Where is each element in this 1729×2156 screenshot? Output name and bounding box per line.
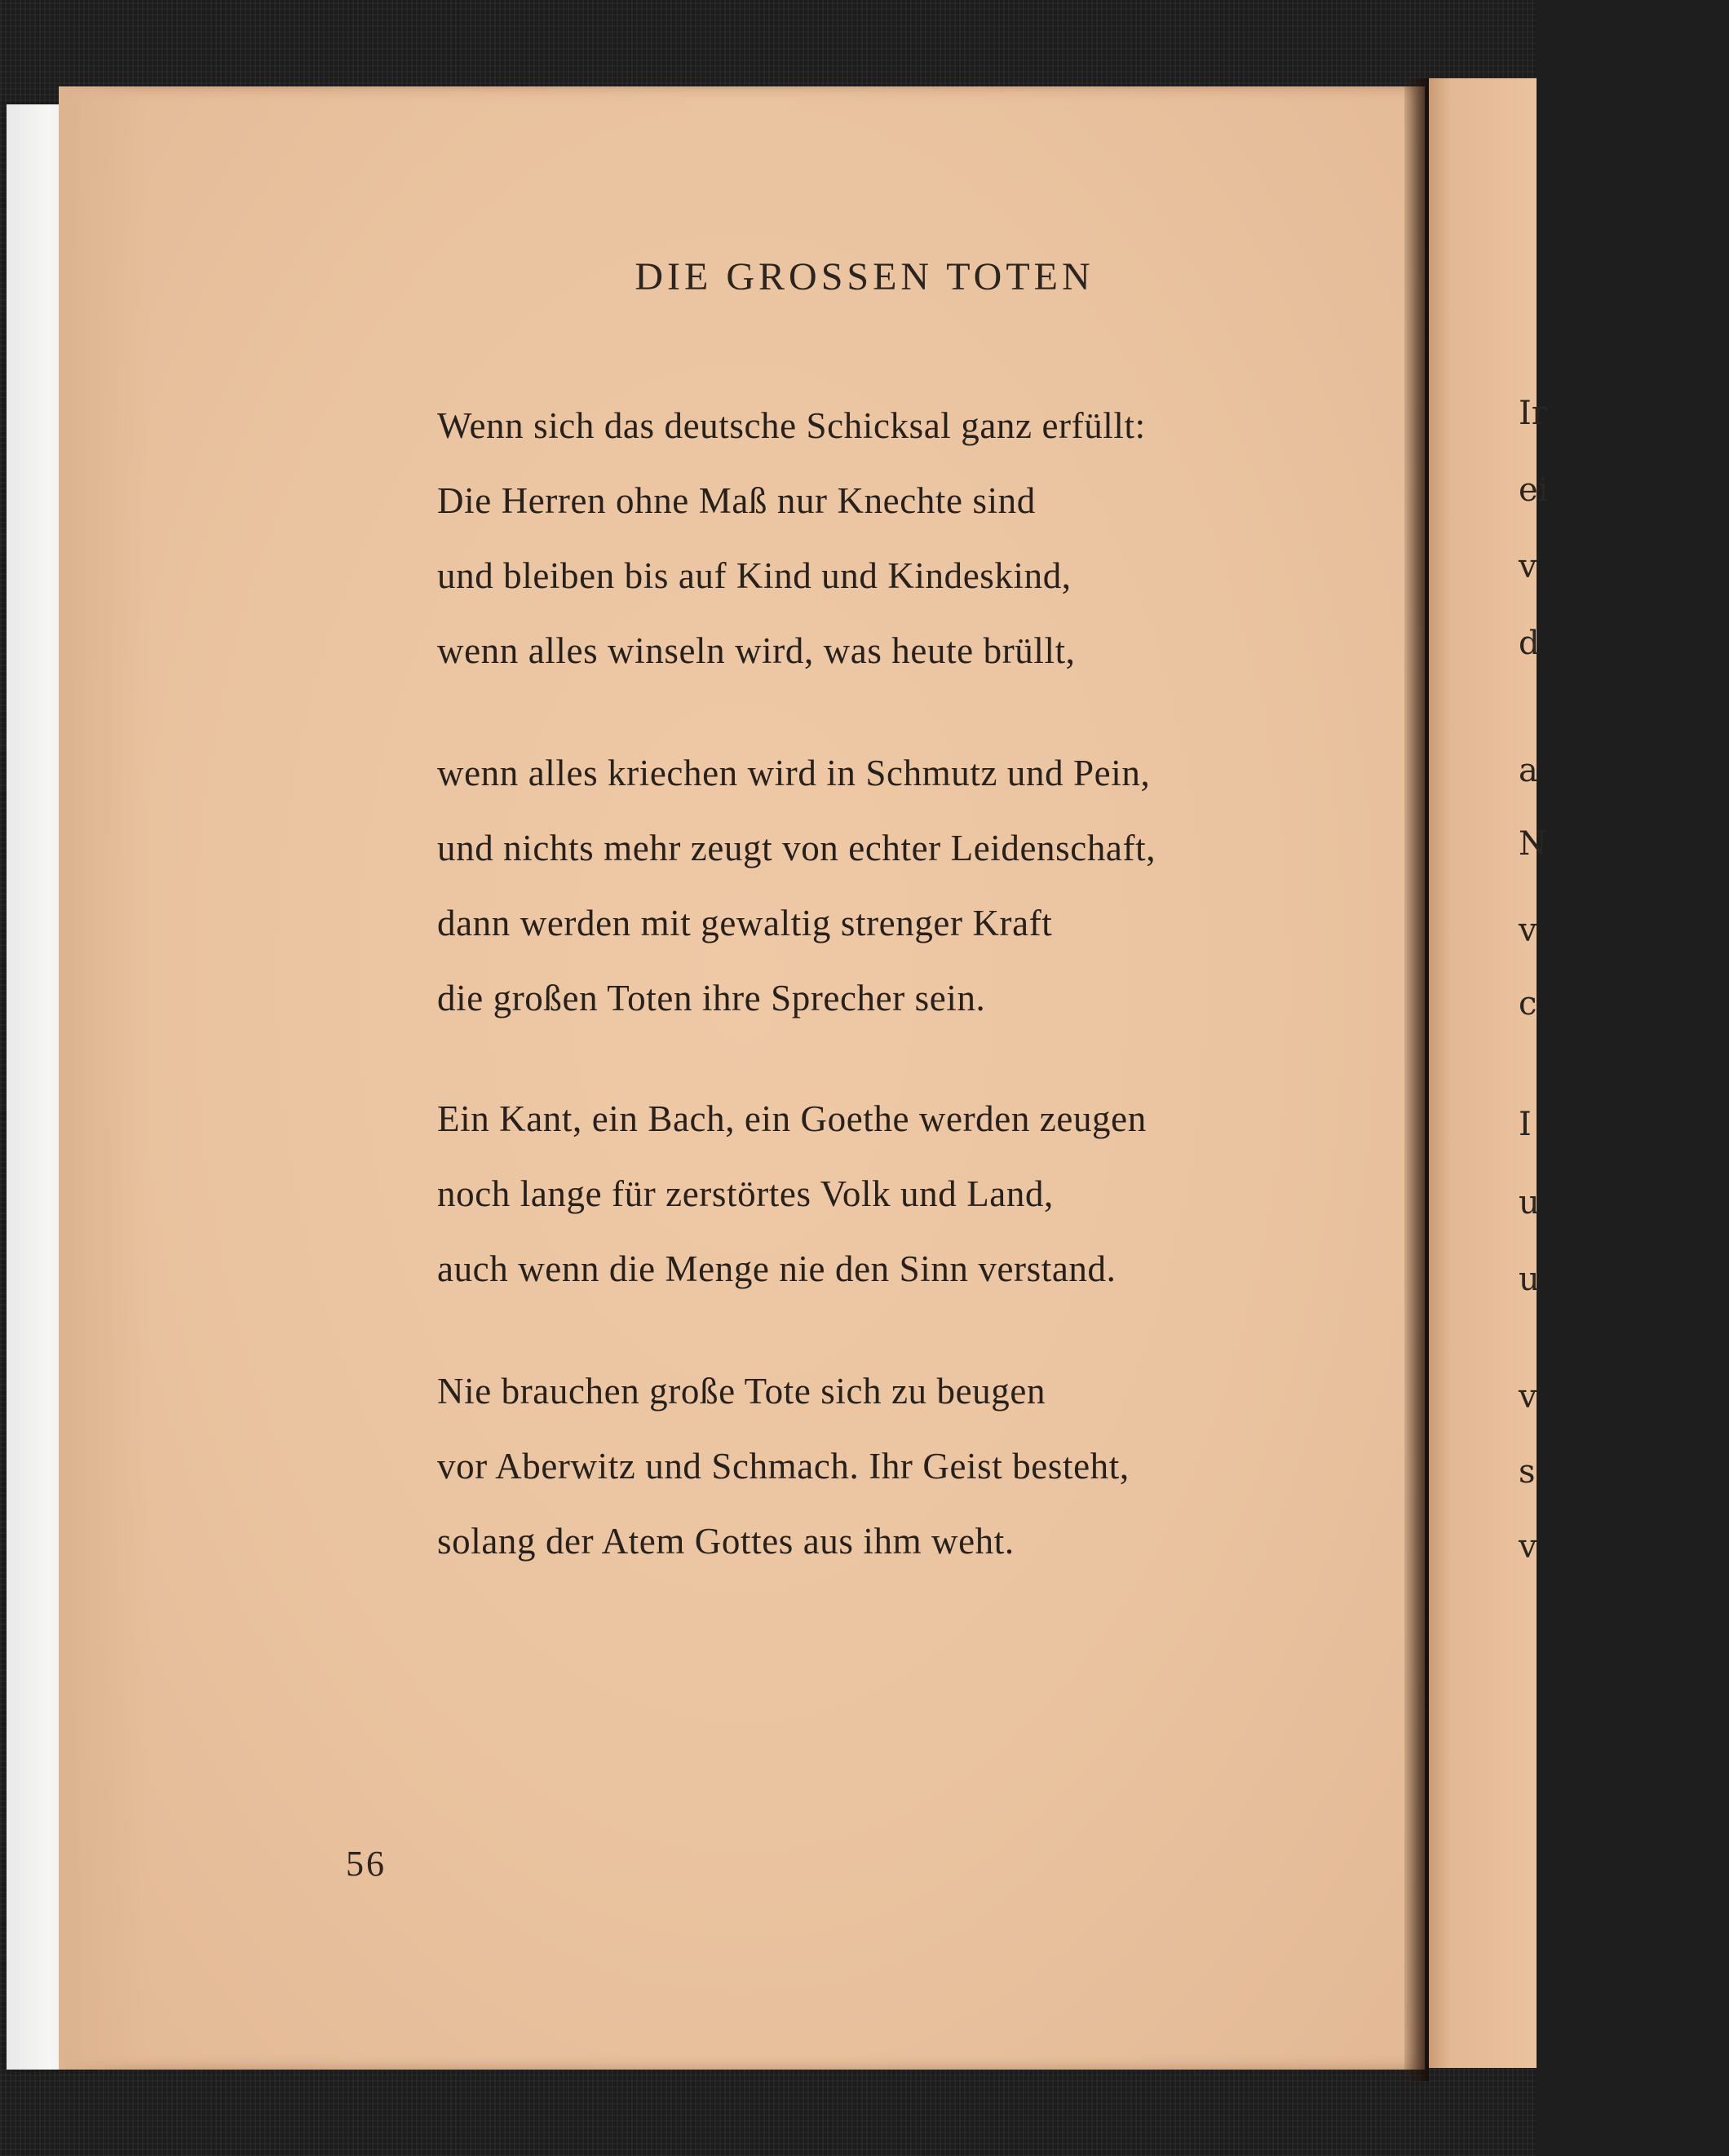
- stanza: [437, 1354, 1375, 1579]
- facing-page-fragment: v: [1519, 1378, 1537, 1416]
- poem-line: Ein Kant, ein Bach, ein Goethe werden zeugen: [437, 1098, 1147, 1139]
- poem-line: Die Herren ohne Maß nur Knechte sind: [437, 480, 1036, 521]
- stanza: [437, 388, 1375, 688]
- poem-line: und nichts mehr zeugt von echter Leidenschaft,: [437, 828, 1156, 868]
- facing-page-fragment: I: [1519, 1106, 1532, 1143]
- poem-title: DIE GROSSEN TOTEN: [635, 255, 1094, 298]
- poem-line: noch lange für zerstörtes Volk und Land,: [437, 1173, 1054, 1214]
- facing-page: [1429, 78, 1537, 2068]
- stanza-break: [437, 1036, 1375, 1081]
- poem-line: wenn alles kriechen wird in Schmutz und Pein,: [437, 753, 1151, 793]
- page-number: 56: [346, 1844, 387, 1884]
- stanza-break: [437, 688, 1375, 736]
- facing-page-fragment: u: [1519, 1184, 1540, 1222]
- poem-line: Nie brauchen große Tote sich zu beugen: [437, 1371, 1046, 1412]
- facing-page-fragment: a: [1519, 752, 1538, 789]
- poem-line: dann werden mit gewaltig strenger Kraft: [437, 903, 1053, 943]
- facing-page-fragment: c: [1519, 985, 1537, 1023]
- poem-line: und bleiben bis auf Kind und Kindeskind,: [437, 555, 1072, 596]
- facing-page-fragment: s: [1519, 1453, 1536, 1491]
- facing-page-fragment: N: [1519, 825, 1547, 863]
- facing-page-fragment: u: [1519, 1261, 1540, 1298]
- poem-line: wenn alles winseln wird, was heute brüllt,: [437, 630, 1076, 671]
- stanza: [437, 736, 1375, 1036]
- facing-page-fragment: v: [1519, 912, 1537, 949]
- stanza: [437, 1081, 1375, 1306]
- facing-page-fragment: v: [1519, 548, 1537, 585]
- stanza-break: [437, 1306, 1375, 1354]
- poem-line: vor Aberwitz und Schmach. Ihr Geist besteht,: [437, 1446, 1130, 1487]
- facing-page-fragment: d: [1519, 625, 1540, 662]
- poem-line: die großen Toten ihre Sprecher sein.: [437, 978, 986, 1018]
- poem-line: solang der Atem Gottes aus ihm weht.: [437, 1521, 1015, 1562]
- facing-page-fragment: ei: [1519, 471, 1549, 509]
- poem-line: auch wenn die Menge nie den Sinn verstand.: [437, 1248, 1117, 1289]
- facing-page-fragment: Ir: [1519, 395, 1547, 432]
- facing-page-fragment: v: [1519, 1528, 1537, 1566]
- book-gutter: [1404, 78, 1429, 2081]
- poem-body: [437, 388, 1375, 1579]
- poem-line: Wenn sich das deutsche Schicksal ganz erfüllt:: [437, 405, 1146, 446]
